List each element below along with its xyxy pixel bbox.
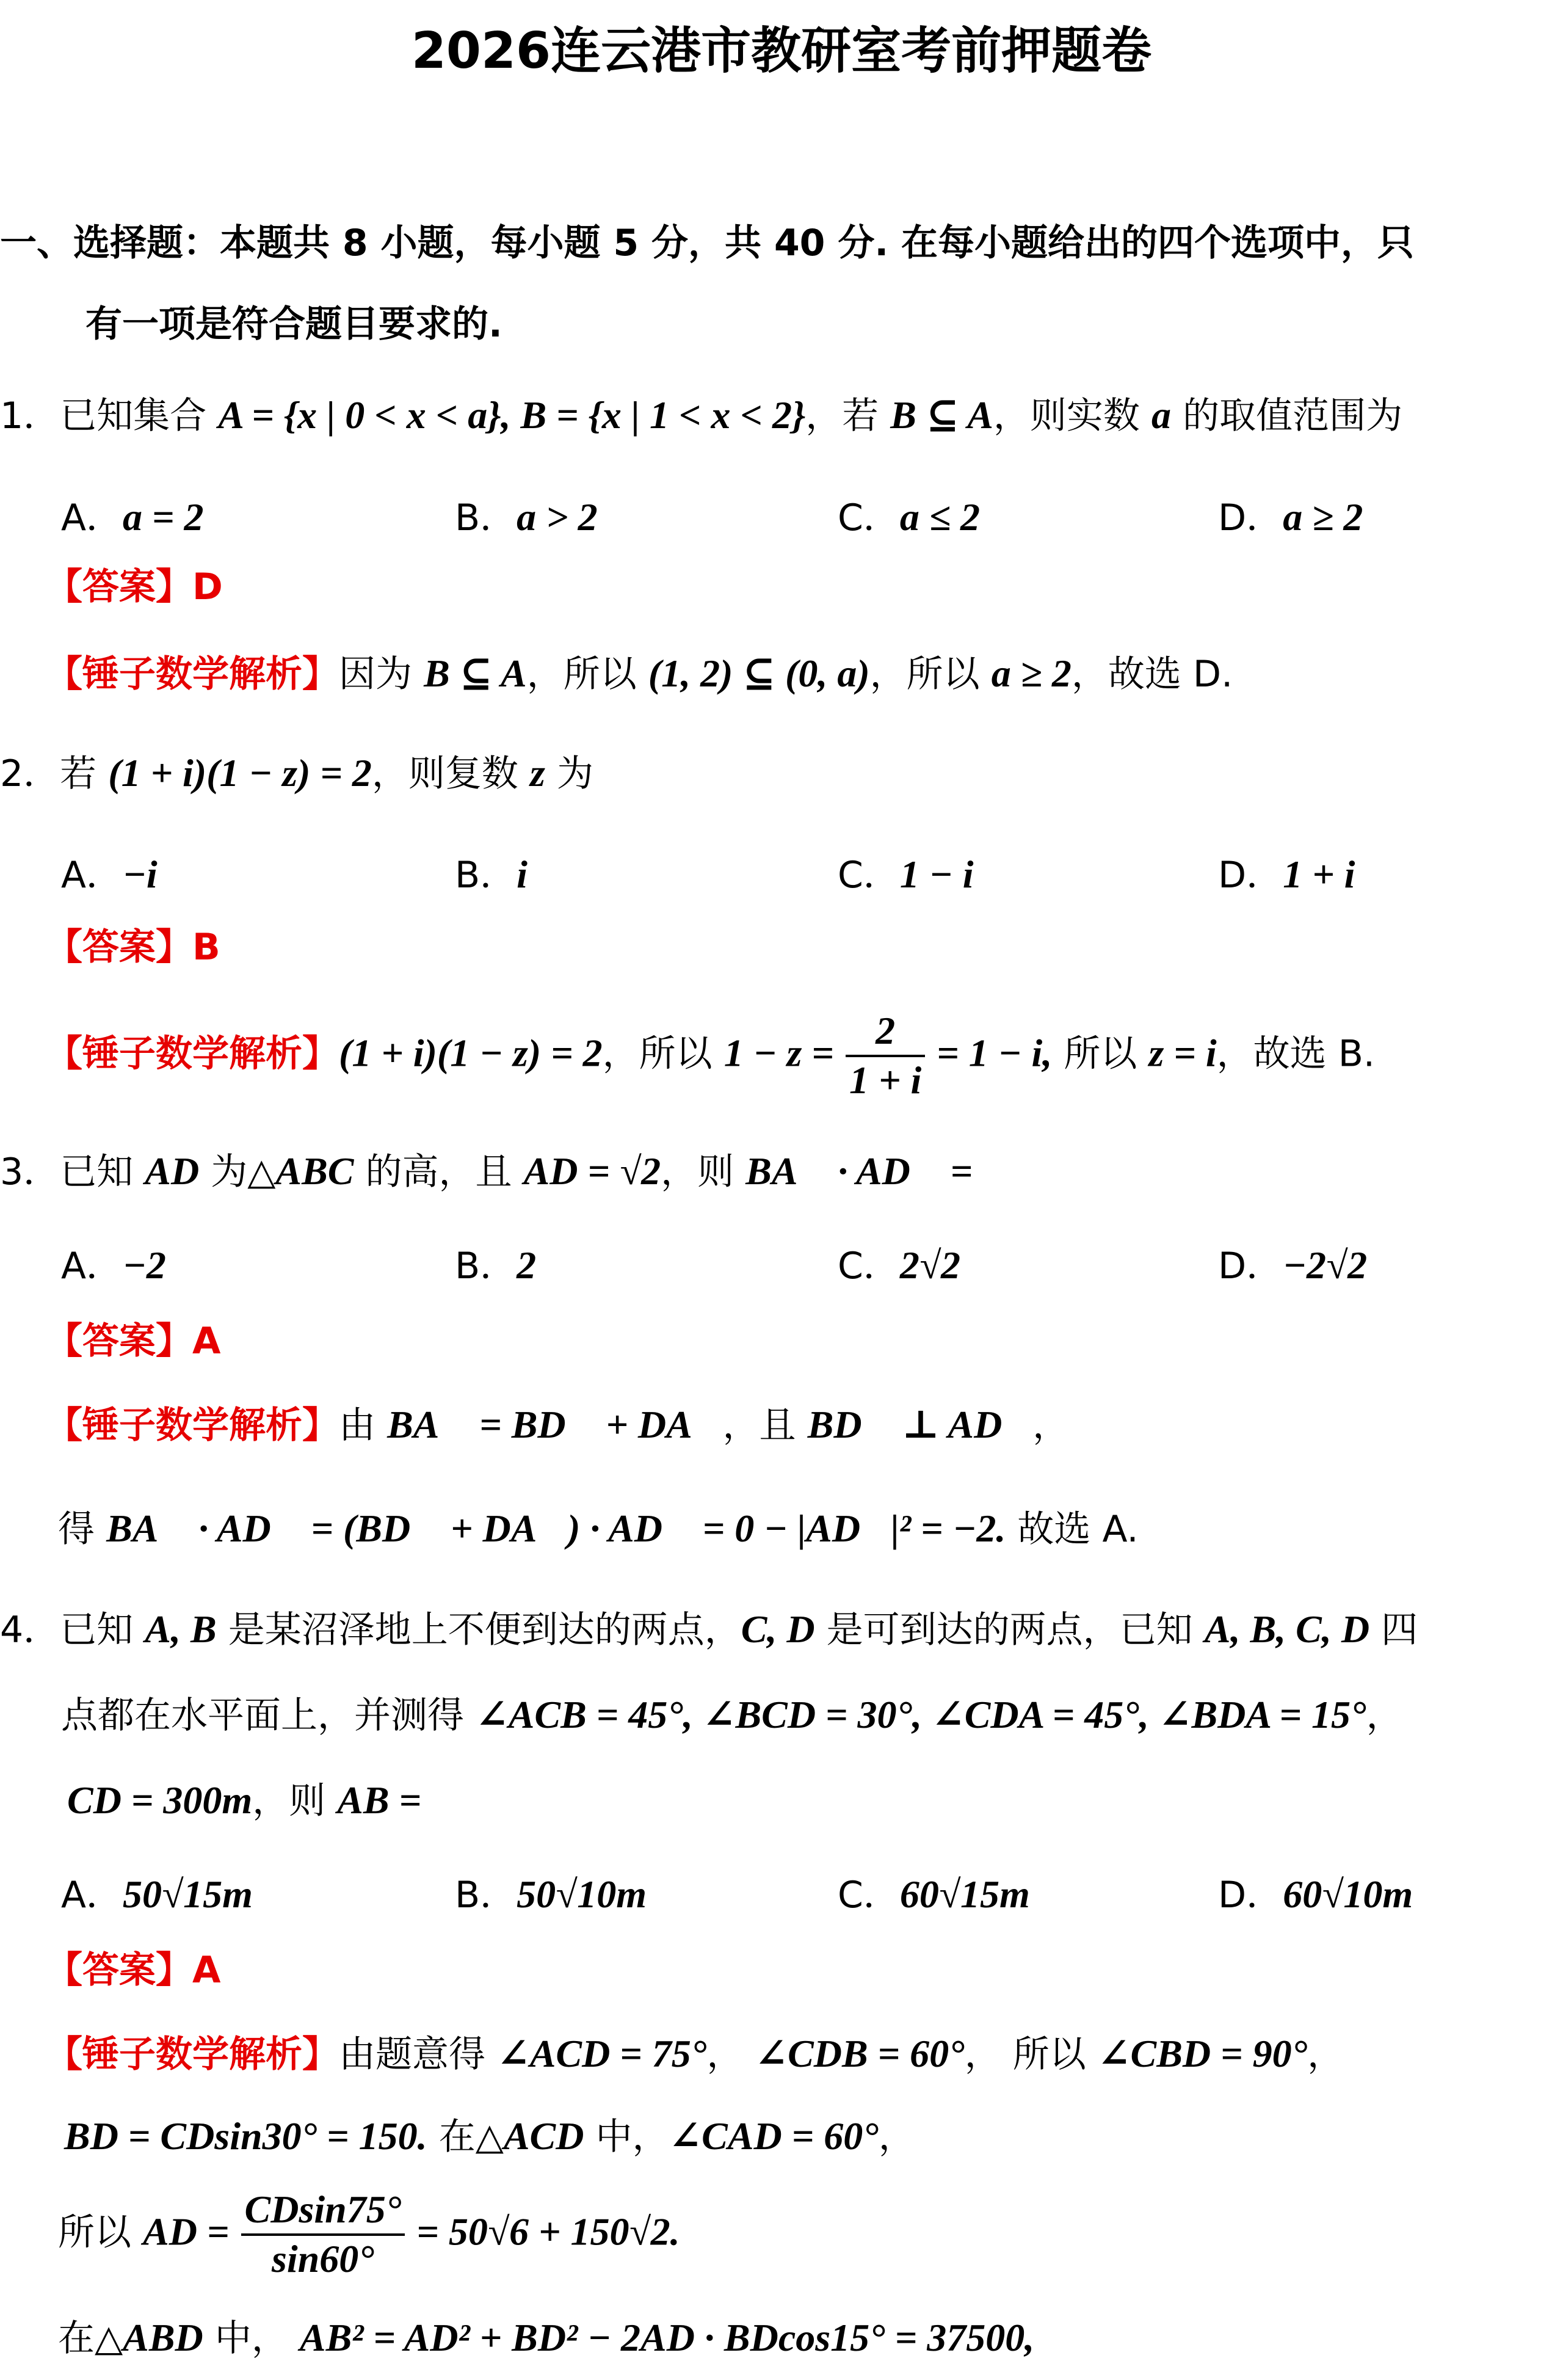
q2-option-b[interactable]: B．i xyxy=(455,853,528,897)
q1-option-b[interactable]: B．a > 2 xyxy=(455,495,598,539)
q3-solution-line-1: 【锤子数学解析】由 BA⃗ = BD⃗ + DA⃗，且 BD⃗ ⊥ AD⃗， xyxy=(46,1403,1070,1447)
q4-solution-line-1: 【锤子数学解析】由题意得 ∠ACD = 75°， ∠CDB = 60°， 所以 ∠CBD = 90°， xyxy=(46,2032,1344,2076)
q3-solution-line-2: 得 BA⃗ · AD⃗ = (BD⃗ + DA⃗) · AD⃗ = 0 − |AD⃗|² = −2. 故选 A. xyxy=(58,1507,1139,1551)
q4-option-b[interactable]: B．50√10m xyxy=(455,1872,647,1916)
q3-stem: 3．已知 AD 为△ABC 的高，且 AD = √2，则 BA⃗ · AD⃗ = xyxy=(0,1149,973,1193)
q3-option-a[interactable]: A．−2 xyxy=(61,1243,166,1287)
q3-option-d[interactable]: D．−2√2 xyxy=(1218,1243,1368,1287)
q2-stem: 2．若 (1 + i)(1 − z) = 2，则复数 z 为 xyxy=(0,751,593,795)
q4-fraction: $\frac{CDsin75^\circ}{\sin 60^\circ}$ xyxy=(241,2186,405,2283)
q1-option-c[interactable]: C．a ≤ 2 xyxy=(838,495,981,539)
q2-option-d[interactable]: D．1 + i xyxy=(1218,853,1355,897)
page-title: 2026连云港市教研室考前押题卷 xyxy=(411,22,1152,80)
q4-solution-line-4: 在△ABD 中， AB² = AD² + BD² − 2AD · BDcos15° = 37500, xyxy=(58,2316,1035,2360)
q4-solution-line-3: 所以 AD = $\frac{CDsin75^\circ}{\sin 60^\circ}$ = 50√6 + 150√2. xyxy=(58,2186,680,2283)
q4-stem-line-3: CD = 300m，则 AB = xyxy=(67,1778,422,1822)
q2-fraction: $\frac{2}{1 + i}$ xyxy=(846,1008,925,1104)
q4-option-c[interactable]: C．60√15m xyxy=(838,1872,1030,1916)
q1-option-a[interactable]: A．a = 2 xyxy=(61,495,204,539)
q1-stem: 1．已知集合 A = {x | 0 < x < a}, B = {x | 1 < x < 2}，若 B ⊆ A，则实数 a 的取值范围为 xyxy=(0,393,1403,437)
q3-answer: 【答案】A xyxy=(46,1320,221,1363)
q2-option-a[interactable]: A．−i xyxy=(61,853,158,897)
section-header-line-1: 一、选择题：本题共 8 小题，每小题 5 分，共 40 分. 在每小题给出的四个选项中，只 xyxy=(0,222,1415,264)
q4-option-a[interactable]: A．50√15m xyxy=(61,1872,253,1916)
q2-answer: 【答案】B xyxy=(46,926,220,969)
section-header-line-2: 有一项是符合题目要求的. xyxy=(85,303,502,346)
q4-stem-line-1: 4．已知 A, B 是某沼泽地上不便到达的两点，C, D 是可到达的两点，已知 A, B, C, D 四 xyxy=(0,1607,1418,1651)
q4-solution-line-2: BD = CDsin30° = 150. 在△ACD 中，∠CAD = 60°， xyxy=(64,2114,915,2158)
q1-answer: 【答案】D xyxy=(46,566,223,608)
q2-option-c[interactable]: C．1 − i xyxy=(838,853,974,897)
q2-solution: 【锤子数学解析】(1 + i)(1 − z) = 2，所以 1 − z = $\frac{2}{1 + i}$ = 1 − i, 所以 z = i，故选 B. xyxy=(46,1008,1375,1104)
q3-option-b[interactable]: B．2 xyxy=(455,1243,537,1287)
q1-option-d[interactable]: D．a ≥ 2 xyxy=(1218,495,1363,539)
q1-solution: 【锤子数学解析】因为 B ⊆ A，所以 (1, 2) ⊆ (0, a)，所以 a ≥ 2，故选 D. xyxy=(46,652,1233,696)
q4-option-d[interactable]: D．60√10m xyxy=(1218,1872,1413,1916)
q3-option-c[interactable]: C．2√2 xyxy=(838,1243,961,1287)
q4-stem-line-2: 点都在水平面上，并测得 ∠ACB = 45°, ∠BCD = 30°, ∠CDA = 45°, ∠BDA = 15°， xyxy=(61,1693,1403,1737)
q4-answer: 【答案】A xyxy=(46,1949,221,1992)
